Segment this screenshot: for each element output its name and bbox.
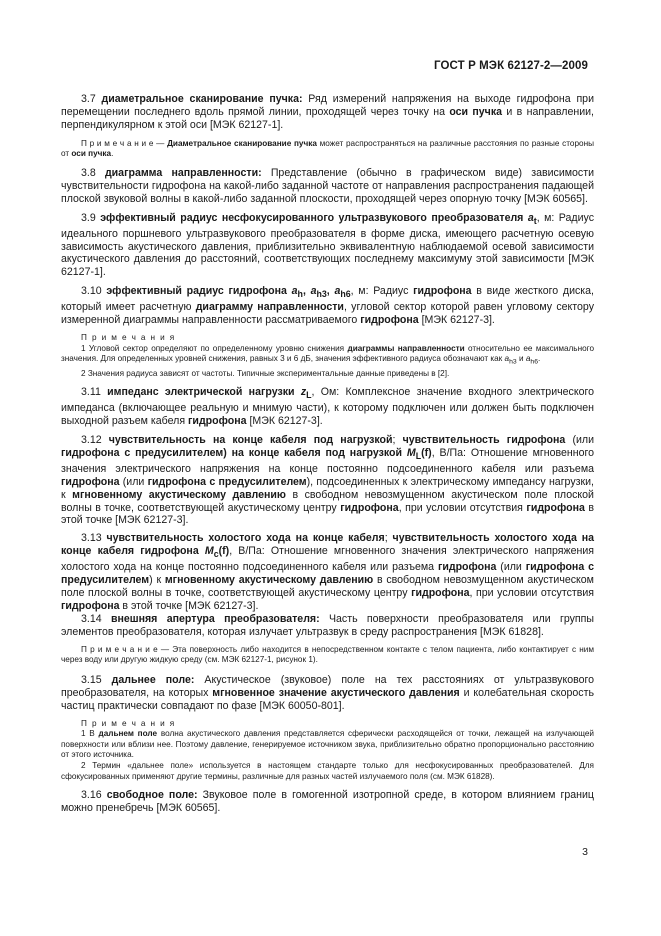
note-item: 1 В дальнем поле волна акустического давления представляется сферически расходящейся от точки, лежащей на излучающей поверхности или вблизи нее. Поэтому давление, генерируемое источником звука, приблизительно обратно пропорционально расстоянию от этого источника.	[61, 729, 594, 760]
definition-3-16: 3.16 свободное поле: Звуковое поле в гомогенной изотропной среде, в котором влиянием границ можно пренебречь [МЭК 60565].	[61, 789, 594, 815]
term: чувствительность холостого хода на конце кабеля	[106, 532, 385, 545]
definition-3-10: 3.10 эффективный радиус гидрофона $a_h$, $a_{h3}$, $a_{h6}$, м: Радиус гидрофона в виде жесткого диска, который имеет расчетную диаграмму направленности, угловой сектор которой равен угловому сектору измеренной диаграммы направленности рассматриваемого гидрофона [МЭК 62127-3].	[61, 285, 594, 327]
term: внешняя апертура преобразователя:	[110, 612, 320, 625]
definition-3-9: 3.9 эффективный радиус несфокусированного ультразвукового преобразователя $a_t$, м: Радиус идеального поршневого ультразвукового преобразователя в форме диска, имеющего расчетную осевую зависимость акустического давления, приблизительно эквивалентную наблюдаемой осевой зависимости акустического давления до расстояний, соответствующих последнему максимуму этой зависимости [МЭК 62127-1].	[61, 211, 594, 279]
notes-3-10	[61, 333, 594, 379]
definition-3-8: 3.8 диаграмма направленности: Представление (обычно в графическом виде) зависимости чувствительности гидрофона на какой-либо заданной частоте от направления распространения падающей плоской звуковой волны в какой-либо заданной плоскости, проходящей через опорную точку [МЭК 60565].	[61, 166, 594, 205]
term: чувствительность на конце кабеля под нагрузкой	[108, 433, 393, 446]
standard-header: ГОСТ Р МЭК 62127-2—2009	[434, 60, 588, 72]
term: свободное поле:	[106, 789, 198, 802]
note-item: 1 Угловой сектор определяют по определенному уровню снижения диаграммы направленности относительно ее максимального значения. Для определенных уровней снижения, равных 3 и 6 дБ, значения эффективного радиуса обозначают как $a_{h3}$ и $a_{h6}$.	[61, 343, 595, 366]
note-item: 2 Термин «дальнее поле» используется в настоящем стандарте только для несфокусированных преобразователей. Для сфокусированных применяют другие термины, различные для разных частей излучаемого поля (см. МЭК 61828).	[61, 761, 594, 781]
term: эффективный радиус гидрофона	[106, 285, 292, 298]
page-number: 3	[582, 846, 588, 858]
note-3-7: П р и м е ч а н и е — Диаметральное сканирование пучка может распространяться на различные расстояния по разные стороны от оси пучка.	[61, 138, 595, 159]
definition-3-13: 3.13 чувствительность холостого хода на конце кабеля; чувствительность холостого хода на конце кабеля гидрофона $M_c(f)$, В/Па: Отношение мгновенного значения электрического напряжения холостого хода на конце постоянно подсоединенного кабеля или разъема гидрофона (или гидрофона с предусилителем) к мгновенному акустическому давлению в свободном невозмущенном акустическом поле плоской волны в точке, соответствующей акустическому центру гидрофона, при условии отсутствия гидрофона в этой точке [МЭК 62127-3].	[61, 532, 595, 613]
notes-heading: П р и м е ч а н и я	[81, 333, 176, 343]
notes-heading: П р и м е ч а н и я	[81, 718, 176, 728]
term: диаграмма направленности:	[104, 166, 262, 179]
definition-3-12: 3.12 чувствительность на конце кабеля под нагрузкой; чувствительность гидрофона (или гидрофона с предусилителем) на конце кабеля под нагрузкой $M_L(f)$, В/Па: Отношение мгновенного значения электрического напряжения на конце постоянно подсоединенного кабеля или разъема гидрофона (или гидрофона с предусилителем), подсоединенных к электрическому импедансу нагрузки, к мгновенному акустическому давлению в свободном невозмущенном акустическом поле плоской волны в точке, соответствующей акустическому центру гидрофона, при условии отсутствия гидрофона в этой точке [МЭК 62127-3].	[61, 433, 595, 527]
notes-3-15	[61, 719, 594, 783]
definition-3-7: 3.7 диаметральное сканирование пучка: Ряд измерений напряжения на выходе гидрофона при перемещении последнего вдоль прямой линии, проходящей через точку на оси пучка и в направлении, перпендикулярном к этой оси [МЭК 62127-1].	[61, 93, 594, 131]
term: дальнее поле:	[111, 673, 195, 686]
definition-3-15: 3.15 дальнее поле: Акустическое (звуковое) поле на тех расстояниях от ультразвукового преобразователя, на которых мгновенное значение акустического давления и колебательная скорость частиц практически совпадают по фазе [МЭК 60050-801].	[61, 673, 595, 712]
note-3-14: П р и м е ч а н и е — Эта поверхность либо находится в непосредственном контакте с телом пациента, либо контактирует с ним через воду или другую жидкую среду (см. МЭК 62127-1, рисунок 1).	[61, 644, 594, 665]
term: диаметральное сканирование пучка:	[101, 93, 303, 105]
definition-3-11: 3.11 импеданс электрической нагрузки $z_L$, Ом: Комплексное значение входного электрического импеданса (включающее реальную и мнимую части), к которому подключен или должен быть подключен выходной разъем кабеля гидрофона [МЭК 62127-3].	[61, 386, 594, 428]
note-item: 2 Значения радиуса зависят от частоты. Типичные экспериментальные данные приведены в [2].	[81, 368, 450, 378]
definition-3-14: 3.14 внешняя апертура преобразователя: Часть поверхности преобразователя или группы элементов преобразователя, которая излучает ультразвук в среду распространения [МЭК 61828].	[61, 612, 594, 638]
term: импеданс электрической нагрузки	[107, 386, 301, 399]
page-content	[61, 93, 594, 821]
term: эффективный радиус несфокусированного ультразвукового преобразователя	[100, 211, 528, 224]
